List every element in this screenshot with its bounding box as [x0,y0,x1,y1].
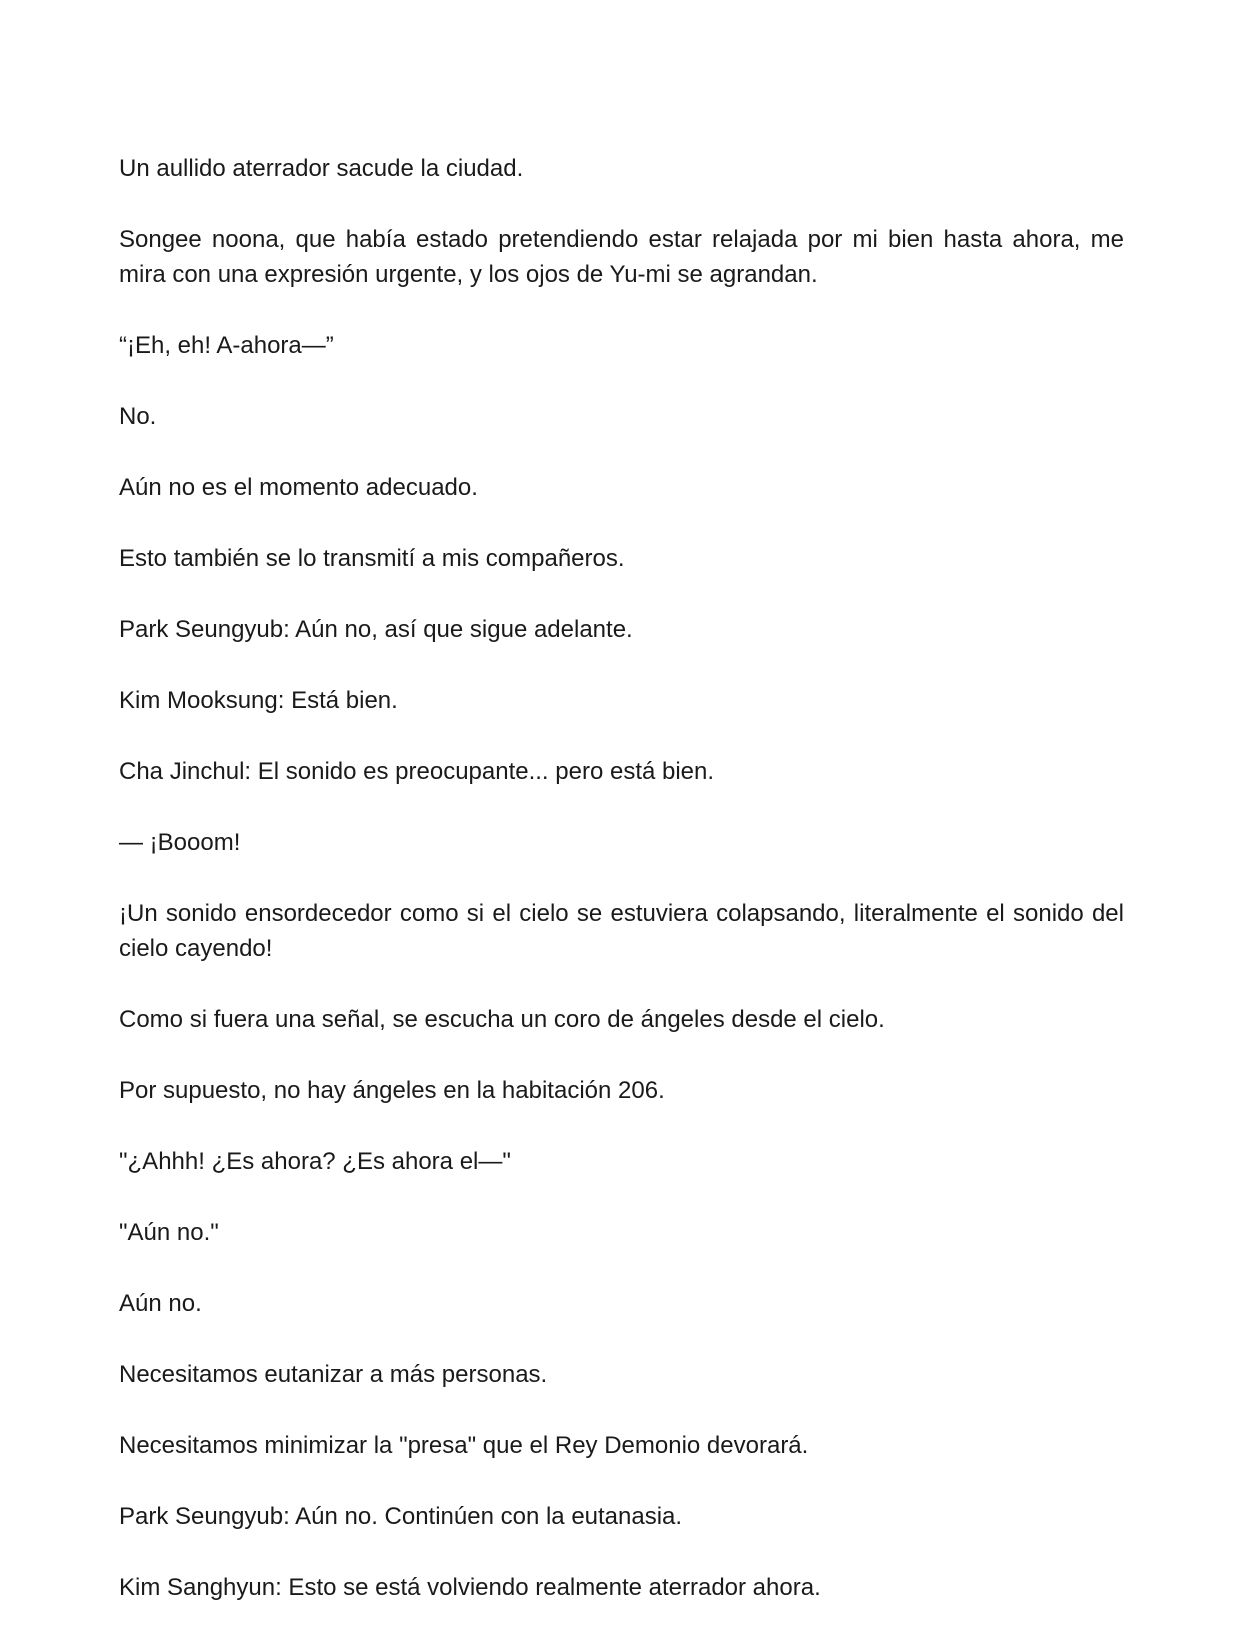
paragraph: Kim Mooksung: Está bien. [119,687,398,714]
paragraph: Necesitamos eutanizar a más personas. [119,1361,548,1388]
paragraph: Esto también se lo transmití a mis compañeros. [119,545,625,572]
paragraph: "Aún no." [119,1219,219,1246]
paragraph: Necesitamos minimizar la "presa" que el Rey Demonio devorará. [119,1432,809,1459]
paragraph: Park Seungyub: Aún no, así que sigue adelante. [119,616,633,643]
paragraph: — ¡Booom! [119,829,241,856]
paragraph: ¡Un sonido ensordecedor como si el cielo se estuviera colapsando, literalmente el sonido del cielo cayendo! [119,900,1124,962]
paragraph: Por supuesto, no hay ángeles en la habitación 206. [119,1077,665,1104]
paragraph: Kim Sanghyun: Esto se está volviendo realmente aterrador ahora. [119,1574,821,1601]
document-body [119,151,1124,1641]
paragraph: Songee noona, que había estado pretendiendo estar relajada por mi bien hasta ahora, me mira con una expresión urgente, y los ojos de Yu-mi se agrandan. [119,226,1124,288]
paragraph: Aún no. [119,1290,202,1317]
paragraph: "¿Ahhh! ¿Es ahora? ¿Es ahora el—" [119,1148,511,1175]
paragraph: No. [119,403,157,430]
paragraph: Cha Jinchul: El sonido es preocupante... pero está bien. [119,758,715,785]
paragraph: Park Seungyub: Aún no. Continúen con la eutanasia. [119,1503,683,1530]
paragraph: “¡Eh, eh! A-ahora—” [119,332,334,359]
paragraph: Como si fuera una señal, se escucha un coro de ángeles desde el cielo. [119,1006,885,1033]
paragraph: Un aullido aterrador sacude la ciudad. [119,155,524,182]
paragraph: Aún no es el momento adecuado. [119,474,478,501]
